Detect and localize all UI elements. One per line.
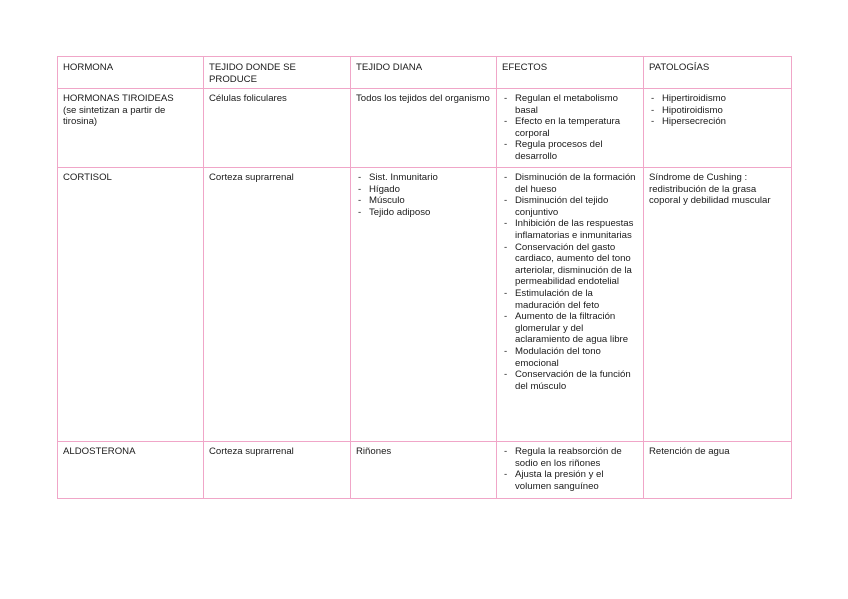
list-item: - Aumento de la filtración glomerular y del aclaramiento de agua libre (502, 311, 639, 346)
cell-tejido-produce: Corteza suprarrenal (204, 442, 351, 499)
effects-list (502, 93, 639, 163)
list-item: - Inhibición de las respuestas inflamatorias e inmunitarias (502, 218, 639, 241)
table-row (58, 89, 792, 168)
list-item: - Disminución del tejido conjuntivo (502, 195, 639, 218)
header-tejido-diana: TEJIDO DIANA (351, 57, 497, 89)
cell-patologias (644, 89, 792, 168)
cell-hormona (58, 89, 204, 168)
hormone-name: HORMONAS TIROIDEAS (63, 93, 174, 104)
list-item: - Hipersecreción (649, 116, 787, 128)
effects-list (502, 172, 639, 392)
cell-efectos (497, 168, 644, 442)
cell-hormona: CORTISOL (58, 168, 204, 442)
list-item: - Modulación del tono emocional (502, 346, 639, 369)
header-efectos: EFECTOS (497, 57, 644, 89)
list-item: - Disminución de la formación del hueso (502, 172, 639, 195)
list-item: - Regula procesos del desarrollo (502, 139, 639, 162)
list-item: - Tejido adiposo (356, 207, 492, 219)
list-item: - Músculo (356, 195, 492, 207)
list-item: - Regulan el metabolismo basal (502, 93, 639, 116)
hormone-note: (se sintetizan a partir de tirosina) (63, 104, 166, 128)
cell-tejido-diana: Riñones (351, 442, 497, 499)
cell-tejido-diana: Todos los tejidos del organismo (351, 89, 497, 168)
cell-hormona: ALDOSTERONA (58, 442, 204, 499)
list-item: - Conservación de la función del músculo (502, 369, 639, 392)
list-item: - Hipotiroidismo (649, 105, 787, 117)
cell-tejido-produce: Corteza suprarrenal (204, 168, 351, 442)
list-item: - Sist. Inmunitario (356, 172, 492, 184)
header-tejido-produce: TEJIDO DONDE SE PRODUCE (204, 57, 351, 89)
hormone-table (57, 56, 792, 499)
cell-tejido-diana (351, 168, 497, 442)
list-item: - Efecto en la temperatura corporal (502, 116, 639, 139)
target-tissue-list (356, 172, 492, 218)
table-row (58, 168, 792, 442)
list-item: - Conservación del gasto cardiaco, aumento del tono arteriolar, disminución de la permeabilidad endotelial (502, 242, 639, 288)
table-row (58, 442, 792, 499)
cell-efectos (497, 442, 644, 499)
cell-efectos (497, 89, 644, 168)
table-header-row (58, 57, 792, 89)
header-hormona: HORMONA (58, 57, 204, 89)
list-item: - Ajusta la presión y el volumen sanguíneo (502, 469, 639, 492)
list-item: - Hígado (356, 184, 492, 196)
header-patologias: PATOLOGÍAS (644, 57, 792, 89)
list-item: - Hipertiroidismo (649, 93, 787, 105)
pathologies-list (649, 93, 787, 128)
cell-patologias: Síndrome de Cushing : redistribución de la grasa coporal y debilidad muscular (644, 168, 792, 442)
cell-tejido-produce: Células foliculares (204, 89, 351, 168)
list-item: - Regula la reabsorción de sodio en los riñones (502, 446, 639, 469)
effects-list (502, 446, 639, 492)
cell-patologias: Retención de agua (644, 442, 792, 499)
list-item: - Estimulación de la maduración del feto (502, 288, 639, 311)
